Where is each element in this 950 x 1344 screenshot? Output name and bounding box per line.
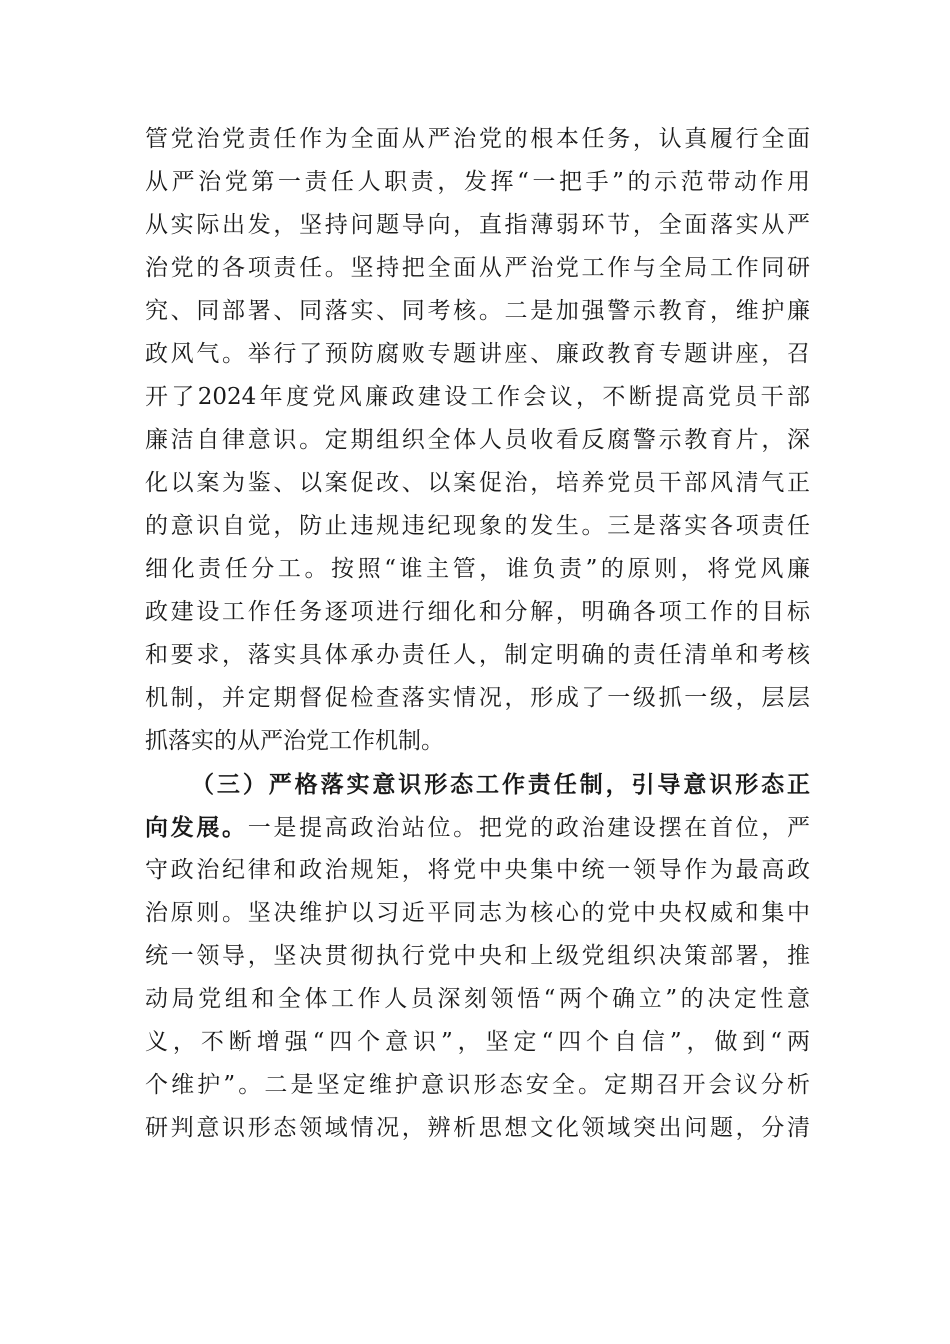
- text-line: 治原则。坚决维护以习近平同志为核心的党中央权威和集中: [145, 900, 810, 926]
- text-line: 化以案为鉴、以案促改、以案促治，培养党员干部风清气正: [145, 470, 810, 496]
- text-line: 研判意识形态领域情况，辨析思想文化领域突出问题，分清: [145, 1115, 810, 1141]
- text-line: 政风气。举行了预防腐败专题讲座、廉政教育专题讲座，召: [145, 341, 810, 367]
- text-line: 从严治党第一责任人职责，发挥“一把手”的示范带动作用: [145, 169, 810, 195]
- text-line: 守政治纪律和政治规矩，将党中央集中统一领导作为最高政: [145, 857, 810, 883]
- text-line: 机制，并定期督促检查落实情况，形成了一级抓一级，层层: [145, 685, 810, 711]
- heading-continuation-line: [145, 806, 810, 849]
- text-line: 和要求，落实具体承办责任人，制定明确的责任清单和考核: [145, 642, 810, 668]
- text-line: 究、同部署、同落实、同考核。二是加强警示教育，维护廉: [145, 298, 810, 324]
- text-line: 义，不断增强“四个意识”，坚定“四个自信”，做到“两: [145, 1029, 810, 1055]
- body-text: [145, 118, 810, 1150]
- text-line: 抓落实的从严治党工作机制。: [145, 728, 444, 754]
- text-line: 动局党组和全体工作人员深刻领悟“两个确立”的决定性意: [145, 986, 810, 1012]
- section-heading-end: 向发展。: [145, 814, 248, 841]
- text-run: 一是提高政治站位。把党的政治建设摆在首位，严: [247, 815, 811, 841]
- text-line: 统一领导，坚决贯彻执行党中央和上级党组织决策部署，推: [145, 943, 810, 969]
- section-heading: （三）严格落实意识形态工作责任制，引导意识形态正: [191, 771, 810, 798]
- text-line: 的意识自觉，防止违规违纪现象的发生。三是落实各项责任: [145, 513, 810, 539]
- text-line: 开了2024年度党风廉政建设工作会议，不断提高党员干部: [145, 384, 810, 410]
- text-line: 政建设工作任务逐项进行细化和分解，明确各项工作的目标: [145, 599, 810, 625]
- text-line: 治党的各项责任。坚持把全面从严治党工作与全局工作同研: [145, 255, 810, 281]
- text-line: 廉洁自律意识。定期组织全体人员收看反腐警示教育片，深: [145, 427, 810, 453]
- text-line: 个维护”。二是坚定维护意识形态安全。定期召开会议分析: [145, 1072, 810, 1098]
- text-line: 管党治党责任作为全面从严治党的根本任务，认真履行全面: [145, 126, 810, 152]
- text-line: 从实际出发，坚持问题导向，直指薄弱环节，全面落实从严: [145, 212, 810, 238]
- text-line: 细化责任分工。按照“谁主管，谁负责”的原则，将党风廉: [145, 556, 810, 582]
- section-heading-line: [145, 763, 810, 806]
